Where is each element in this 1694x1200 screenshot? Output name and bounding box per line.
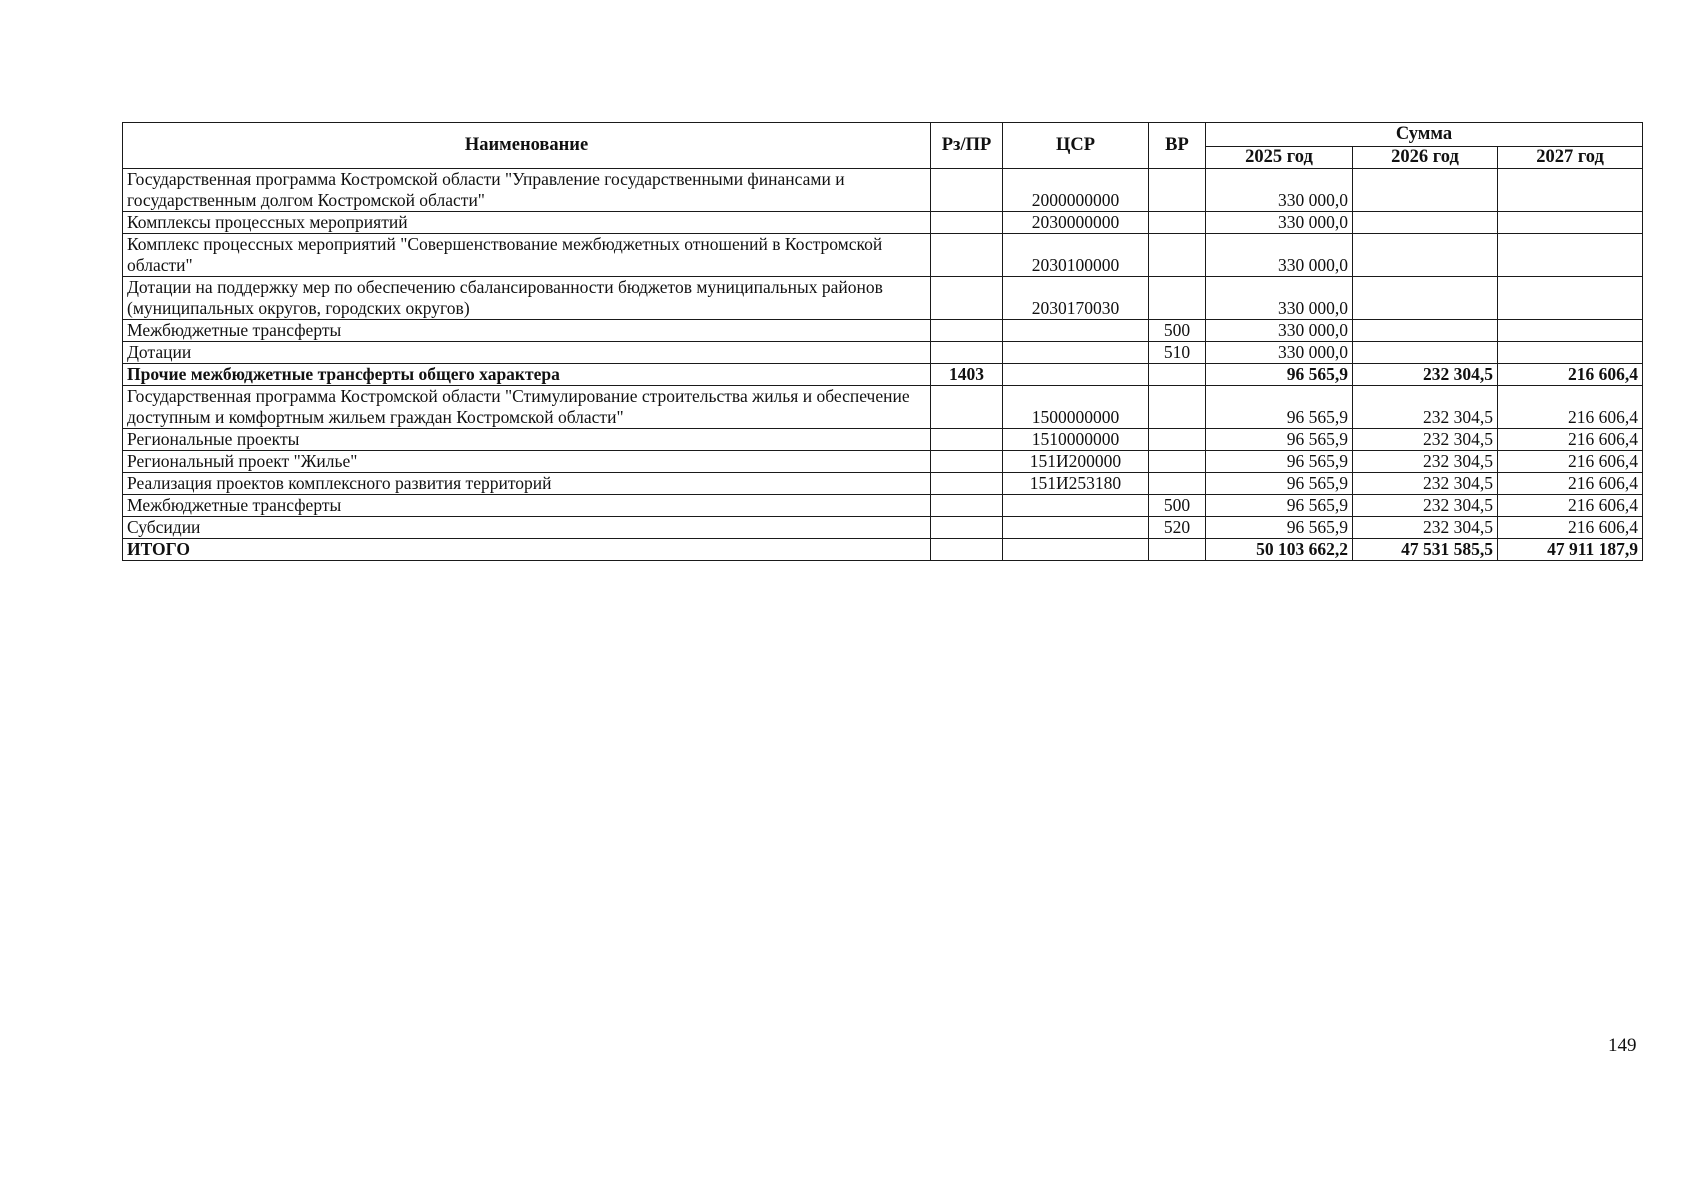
- cell-2027: 216 606,4: [1498, 364, 1643, 386]
- cell-csr: [1003, 495, 1149, 517]
- table-row-section: [123, 364, 1643, 386]
- header-year-2025: 2025 год: [1206, 147, 1353, 169]
- cell-2026: [1353, 169, 1498, 212]
- header-vr: ВР: [1149, 123, 1206, 169]
- cell-rz-pr: [931, 517, 1003, 539]
- cell-2026: 232 304,5: [1353, 495, 1498, 517]
- cell-rz-pr: [931, 320, 1003, 342]
- cell-csr: 2030170030: [1003, 277, 1149, 320]
- cell-vr: [1149, 539, 1206, 561]
- cell-rz-pr: [931, 539, 1003, 561]
- cell-2025: 96 565,9: [1206, 473, 1353, 495]
- cell-name: Дотации на поддержку мер по обеспечению сбалансированности бюджетов муниципальных районов (муниципальных округов, городских округов): [123, 277, 931, 320]
- cell-rz-pr: [931, 342, 1003, 364]
- cell-csr: [1003, 342, 1149, 364]
- cell-vr: [1149, 169, 1206, 212]
- cell-name: Региональный проект "Жилье": [123, 451, 931, 473]
- cell-csr: 2000000000: [1003, 169, 1149, 212]
- cell-2027: 216 606,4: [1498, 429, 1643, 451]
- cell-name: Комплекс процессных мероприятий "Совершенствование межбюджетных отношений в Костромской области": [123, 234, 931, 277]
- cell-2026: 47 531 585,5: [1353, 539, 1498, 561]
- cell-2025: 96 565,9: [1206, 386, 1353, 429]
- cell-csr: 1500000000: [1003, 386, 1149, 429]
- cell-rz-pr: [931, 234, 1003, 277]
- cell-2025: 330 000,0: [1206, 169, 1353, 212]
- cell-2027: [1498, 342, 1643, 364]
- cell-vr: [1149, 429, 1206, 451]
- cell-2025: 50 103 662,2: [1206, 539, 1353, 561]
- cell-name: Государственная программа Костромской области "Управление государственными финансами и государственным долгом Костромской области": [123, 169, 931, 212]
- cell-2027: [1498, 234, 1643, 277]
- table-body: [123, 169, 1643, 561]
- table-row: [123, 320, 1643, 342]
- header-name: Наименование: [123, 123, 931, 169]
- cell-2026: [1353, 212, 1498, 234]
- cell-vr: [1149, 212, 1206, 234]
- cell-name: Субсидии: [123, 517, 931, 539]
- table-row: [123, 386, 1643, 429]
- table-row: [123, 277, 1643, 320]
- cell-vr: [1149, 364, 1206, 386]
- header-sum: Сумма: [1206, 123, 1643, 147]
- table-row: [123, 212, 1643, 234]
- cell-2025: 96 565,9: [1206, 451, 1353, 473]
- cell-rz-pr: [931, 169, 1003, 212]
- page-number: 149: [1608, 1035, 1637, 1056]
- table-row: [123, 517, 1643, 539]
- table-row: [123, 495, 1643, 517]
- cell-2025: 330 000,0: [1206, 212, 1353, 234]
- table-row: [123, 342, 1643, 364]
- cell-name: Государственная программа Костромской области "Стимулирование строительства жилья и обеспечение доступным и комфортным жильем граждан Костромской области": [123, 386, 931, 429]
- cell-2027: 216 606,4: [1498, 451, 1643, 473]
- cell-2025: 96 565,9: [1206, 429, 1353, 451]
- cell-2027: 216 606,4: [1498, 386, 1643, 429]
- cell-vr: 500: [1149, 320, 1206, 342]
- cell-2025: 330 000,0: [1206, 342, 1353, 364]
- cell-vr: 510: [1149, 342, 1206, 364]
- cell-csr: [1003, 517, 1149, 539]
- cell-rz-pr: 1403: [931, 364, 1003, 386]
- table-header: [123, 123, 1643, 169]
- table-row: [123, 429, 1643, 451]
- cell-vr: 500: [1149, 495, 1206, 517]
- cell-csr: 151И200000: [1003, 451, 1149, 473]
- cell-2025: 330 000,0: [1206, 320, 1353, 342]
- cell-2025: 330 000,0: [1206, 277, 1353, 320]
- header-csr: ЦСР: [1003, 123, 1149, 169]
- cell-2026: 232 304,5: [1353, 364, 1498, 386]
- cell-name: Дотации: [123, 342, 931, 364]
- header-rz-pr: Рз/ПР: [931, 123, 1003, 169]
- cell-csr: 2030000000: [1003, 212, 1149, 234]
- cell-vr: [1149, 277, 1206, 320]
- cell-vr: [1149, 386, 1206, 429]
- cell-rz-pr: [931, 451, 1003, 473]
- table-row-total: [123, 539, 1643, 561]
- table-row: [123, 473, 1643, 495]
- cell-2026: [1353, 277, 1498, 320]
- cell-vr: [1149, 451, 1206, 473]
- cell-2026: 232 304,5: [1353, 386, 1498, 429]
- cell-2027: 47 911 187,9: [1498, 539, 1643, 561]
- cell-vr: 520: [1149, 517, 1206, 539]
- cell-2025: 330 000,0: [1206, 234, 1353, 277]
- table-row: [123, 451, 1643, 473]
- table-row: [123, 234, 1643, 277]
- budget-table-sheet: [122, 122, 1642, 561]
- cell-name: Межбюджетные трансферты: [123, 320, 931, 342]
- cell-rz-pr: [931, 212, 1003, 234]
- cell-csr: [1003, 364, 1149, 386]
- cell-2026: 232 304,5: [1353, 451, 1498, 473]
- cell-2025: 96 565,9: [1206, 495, 1353, 517]
- cell-csr: 151И253180: [1003, 473, 1149, 495]
- cell-rz-pr: [931, 495, 1003, 517]
- cell-2027: [1498, 320, 1643, 342]
- cell-2027: 216 606,4: [1498, 517, 1643, 539]
- cell-vr: [1149, 234, 1206, 277]
- cell-2025: 96 565,9: [1206, 517, 1353, 539]
- cell-name: Прочие межбюджетные трансферты общего характера: [123, 364, 931, 386]
- cell-rz-pr: [931, 429, 1003, 451]
- cell-2026: [1353, 234, 1498, 277]
- cell-2027: 216 606,4: [1498, 495, 1643, 517]
- cell-rz-pr: [931, 277, 1003, 320]
- cell-csr: [1003, 320, 1149, 342]
- cell-csr: 1510000000: [1003, 429, 1149, 451]
- cell-name: Комплексы процессных мероприятий: [123, 212, 931, 234]
- cell-csr: 2030100000: [1003, 234, 1149, 277]
- cell-name: ИТОГО: [123, 539, 931, 561]
- cell-vr: [1149, 473, 1206, 495]
- cell-name: Региональные проекты: [123, 429, 931, 451]
- cell-2027: [1498, 169, 1643, 212]
- cell-2026: 232 304,5: [1353, 473, 1498, 495]
- cell-2026: 232 304,5: [1353, 429, 1498, 451]
- cell-rz-pr: [931, 386, 1003, 429]
- cell-csr: [1003, 539, 1149, 561]
- header-year-2027: 2027 год: [1498, 147, 1643, 169]
- table-row: [123, 169, 1643, 212]
- cell-name: Межбюджетные трансферты: [123, 495, 931, 517]
- cell-2027: [1498, 212, 1643, 234]
- budget-table: [122, 122, 1643, 561]
- cell-2025: 96 565,9: [1206, 364, 1353, 386]
- cell-2027: [1498, 277, 1643, 320]
- cell-2026: [1353, 342, 1498, 364]
- cell-name: Реализация проектов комплексного развития территорий: [123, 473, 931, 495]
- cell-2027: 216 606,4: [1498, 473, 1643, 495]
- header-year-2026: 2026 год: [1353, 147, 1498, 169]
- cell-2026: 232 304,5: [1353, 517, 1498, 539]
- cell-2026: [1353, 320, 1498, 342]
- cell-rz-pr: [931, 473, 1003, 495]
